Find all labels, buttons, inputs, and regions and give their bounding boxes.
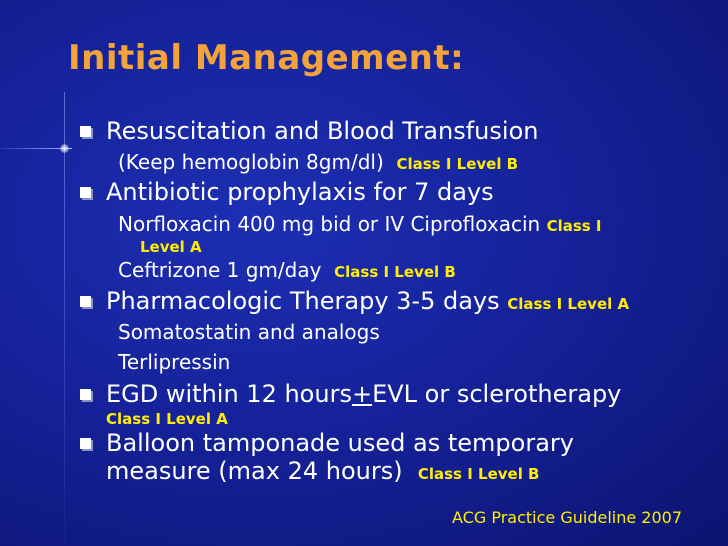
source-citation: ACG Practice Guideline 2007	[452, 508, 682, 527]
bullet-text: Resuscitation and Blood Transfusion	[106, 117, 539, 145]
bullet-square-icon	[80, 389, 91, 400]
sub-item-ceftrizone	[118, 258, 456, 284]
decorative-sparkle	[60, 144, 69, 153]
bullet-square-icon	[80, 296, 91, 307]
bullet-balloon-line1	[106, 429, 574, 457]
bullet-square-icon	[80, 126, 91, 137]
plus-minus-symbol: +	[351, 380, 373, 408]
bullet-text: Antibiotic prophylaxis for 7 days	[106, 178, 494, 206]
bullet-text: Pharmacologic Therapy 3-5 days	[106, 287, 500, 315]
bullet-text-a: EGD within 12 hours	[106, 380, 352, 408]
class-level-badge: Class I Level B	[334, 263, 456, 281]
class-level-badge: Class I	[546, 217, 602, 235]
class-level-line	[106, 405, 228, 431]
bullet-text: measure (max 24 hours)	[106, 457, 403, 485]
class-level-badge-continued: Level A	[140, 238, 202, 256]
sub-item-text: Terlipressin	[118, 350, 231, 374]
class-level-badge: Class I Level A	[106, 410, 228, 428]
sub-item-text: Somatostatin and analogs	[118, 320, 380, 344]
class-level-badge: Class I Level A	[507, 295, 630, 313]
bullet-balloon-line2	[106, 457, 540, 488]
sub-item-text: Norfloxacin 400 mg bid or IV Ciprofloxacin	[118, 212, 541, 236]
sub-item-terlipressin	[118, 350, 230, 374]
class-level-badge: Class I Level B	[417, 465, 540, 483]
class-level-badge: Class I Level B	[396, 155, 519, 173]
bullet-antibiotic	[106, 178, 494, 206]
sub-item-norfloxacin-continued	[140, 233, 202, 259]
slide-title: Initial Management:	[68, 38, 465, 78]
decorative-vertical-line	[64, 92, 65, 546]
bullet-square-icon	[80, 438, 91, 449]
bullet-square-icon	[80, 187, 91, 198]
bullet-text: Balloon tamponade used as temporary	[106, 429, 574, 457]
sub-item-text: (Keep hemoglobin 8gm/dl)	[118, 150, 384, 174]
sub-item-hemoglobin	[118, 150, 518, 176]
bullet-resuscitation	[106, 117, 538, 145]
bullet-text-b: EVL or sclerotherapy	[372, 380, 622, 408]
bullet-egd	[106, 380, 621, 408]
bullet-pharmacologic	[106, 287, 629, 318]
sub-item-text: Ceftrizone 1 gm/day	[118, 258, 322, 282]
sub-item-somatostatin	[118, 320, 380, 344]
